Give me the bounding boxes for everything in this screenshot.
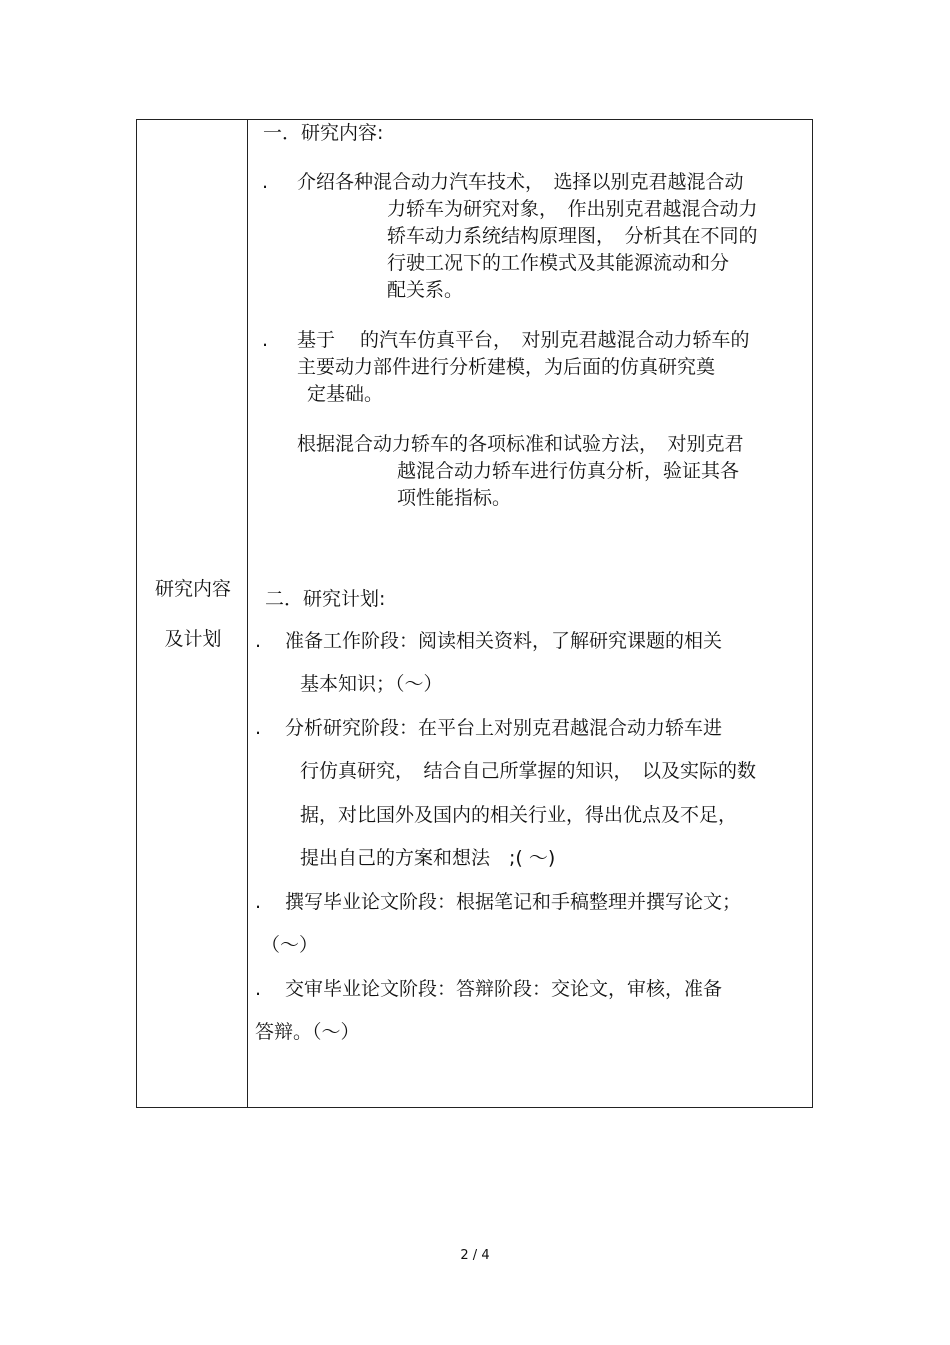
section1-item2-line: 基于 的汽车仿真平台， 对别克君越混合动力轿车的 bbox=[297, 329, 750, 351]
section1-item2-line: 主要动力部件进行分析建模，为后面的仿真研究奠 bbox=[297, 356, 716, 378]
section2-item-line: 交审毕业论文阶段：答辩阶段：交论文，审核，准备 bbox=[285, 978, 723, 1000]
section2-heading: 二．研究计划: bbox=[265, 588, 386, 610]
section2-item-bullet: . bbox=[255, 630, 262, 652]
section1-item1-line: 配关系。 bbox=[387, 279, 464, 301]
section2-item-bullet: . bbox=[255, 717, 262, 739]
page-number: 2 / 4 bbox=[460, 1248, 490, 1263]
section1-item2-bullet: . bbox=[262, 329, 269, 351]
section2-item-line: 基本知识；（～） bbox=[300, 673, 443, 695]
section2-item-line: 准备工作阶段：阅读相关资料，了解研究课题的相关 bbox=[285, 630, 723, 652]
section2-item-line: 撰写毕业论文阶段：根据笔记和手稿整理并撰写论文； bbox=[285, 891, 742, 913]
section1-item3-line: 根据混合动力轿车的各项标准和试验方法， 对别克君 bbox=[297, 433, 744, 455]
section1-item1-line: 行驶工况下的工作模式及其能源流动和分 bbox=[387, 252, 730, 274]
section1-heading: 一．研究内容: bbox=[263, 122, 384, 144]
section2-item-line: 分析研究阶段：在平台上对别克君越混合动力轿车进 bbox=[285, 717, 723, 739]
section2-item-line: 据，对比国外及国内的相关行业，得出优点及不足， bbox=[300, 804, 738, 826]
section1-item1-bullet: . bbox=[262, 171, 269, 193]
row-label-line2: 及计划 bbox=[164, 628, 222, 650]
section2-item-bullet: . bbox=[255, 891, 262, 913]
section1-item1-line: 介绍各种混合动力汽车技术， 选择以别克君越混合动 bbox=[297, 171, 744, 193]
section1-item1-line: 轿车动力系统结构原理图， 分析其在不同的 bbox=[387, 225, 758, 247]
section2-item-line: （～） bbox=[261, 934, 319, 956]
column-divider bbox=[247, 120, 248, 1107]
section1-item1-line: 力轿车为研究对象， 作出别克君越混合动力 bbox=[387, 198, 758, 220]
section1-item3-line: 项性能指标。 bbox=[397, 487, 512, 509]
row-label-line1: 研究内容 bbox=[154, 578, 231, 600]
section1-item3-line: 越混合动力轿车进行仿真分析，验证其各 bbox=[397, 460, 740, 482]
section2-item-bullet: . bbox=[255, 978, 262, 1000]
section2-item-line: 提出自己的方案和想法 ;( ～) bbox=[300, 847, 556, 869]
section2-item-line: 行仿真研究， 结合自己所掌握的知识， 以及实际的数 bbox=[300, 760, 757, 782]
section2-item-line: 答辩。（～） bbox=[255, 1021, 360, 1043]
research-plan-table bbox=[136, 119, 813, 1108]
section1-item2-line: 定基础。 bbox=[307, 383, 384, 405]
